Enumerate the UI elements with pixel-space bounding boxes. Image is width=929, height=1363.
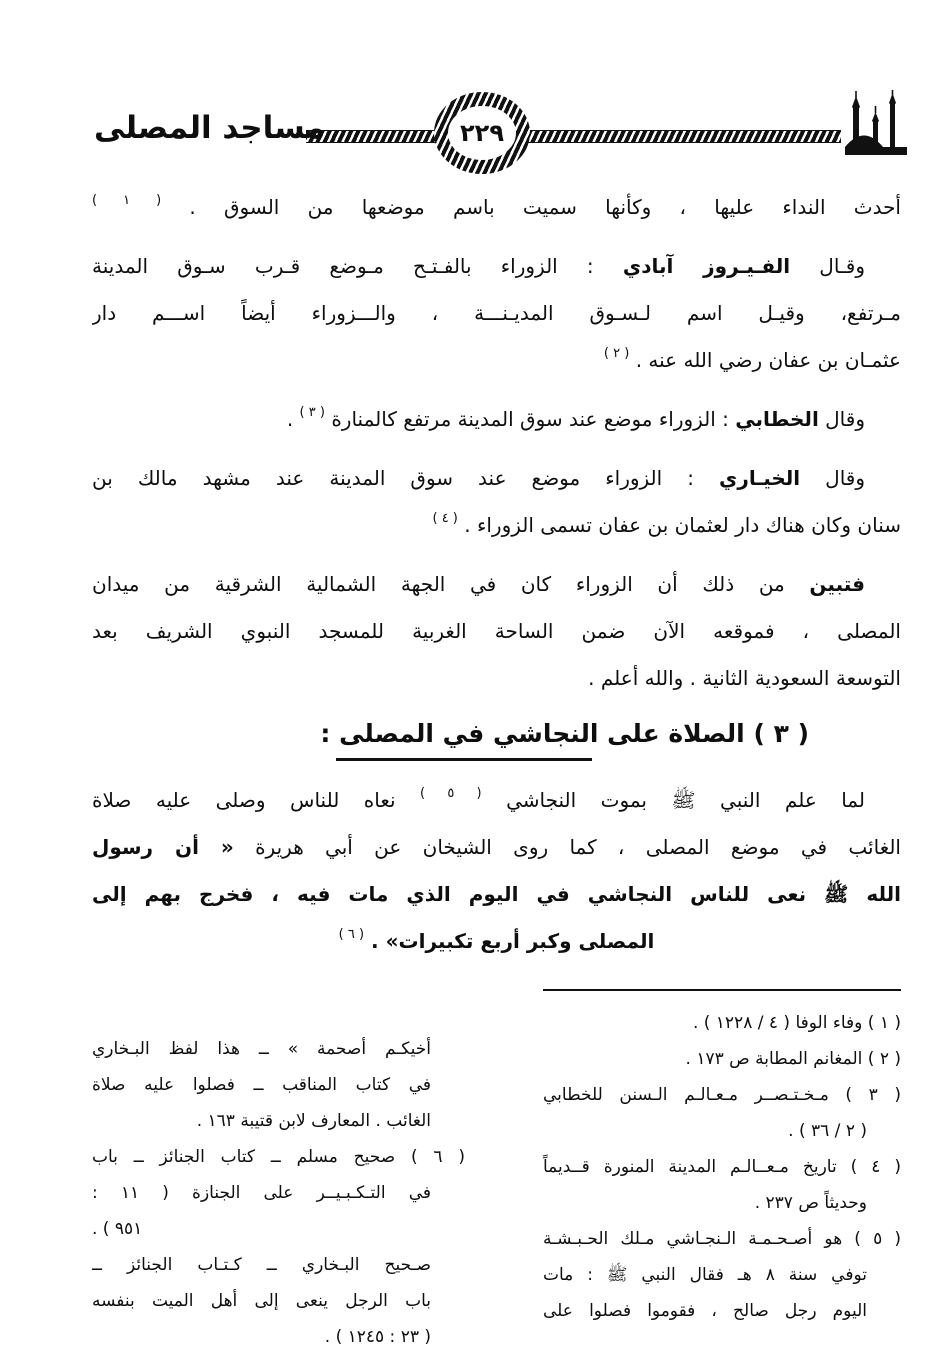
body-text-upper <box>92 184 901 702</box>
text-segment: التوسعة السعودية الثانية . والله أعلم . <box>588 666 901 690</box>
footnote-line: في التـكـبـيــر على الجنازة ( ١١ : <box>92 1183 431 1203</box>
text-line <box>92 871 901 918</box>
footnote-line: ( ٥ ) هو أصـحـمـة الـنجـاشي مـلك الحـبـشـة <box>543 1229 901 1249</box>
text-segment: الله ﷺ نعى للناس النجاشي في اليوم الذي مات فيه ، فخرج بهم إلى <box>92 882 901 906</box>
text-segment: الفـيـروز آبادي <box>622 254 791 278</box>
page-number-badge <box>434 92 530 174</box>
text-segment: : الزوراء بالفـتـح مـوضع قـرب سـوق المدينة <box>92 254 623 278</box>
footnote-line: ٩٥١ ) . <box>92 1219 143 1239</box>
footnote-line: أخيكـم أصحمة » ــ هذا لفظ البـخاري <box>92 1039 431 1059</box>
text-segment: من ذلك أن الزوراء كان في الجهة الشمالية الشرقية من ميدان <box>92 572 810 596</box>
footnote-line: اليوم رجل صالح ، فقوموا فصلوا على <box>543 1301 867 1321</box>
text-line <box>92 918 901 965</box>
text-segment: : الزوراء موضع عند سوق المدينة مرتفع كالمنارة <box>324 407 736 431</box>
text-line <box>92 608 901 655</box>
footnote-line: صـحيح البـخاري ــ كـتـاب الجنائز ــ <box>92 1255 431 1275</box>
footnote-line: الغائب . المعارف لابن قتيبة ١٦٣ . <box>196 1111 431 1131</box>
page-content <box>0 184 929 965</box>
page-number: ٢٢٩ <box>448 106 516 160</box>
text-segment: أحدث النداء عليها ، وكأنها سميت باسم موضعها من السوق . <box>161 195 901 219</box>
heading-underline <box>336 758 592 761</box>
text-segment: « أن رسول <box>92 835 234 859</box>
footnote-marker: ( ١ ) <box>92 193 162 208</box>
footnote-column-right <box>543 989 901 1329</box>
footnotes <box>0 977 929 1355</box>
body-paragraph <box>92 455 901 549</box>
book-title: مساجد المصلى <box>94 110 326 146</box>
text-line <box>92 502 901 549</box>
footnote-line: ( ١ ) وفاء الوفا ( ٤ / ١٢٢٨ ) . <box>692 1013 901 1033</box>
text-line <box>92 777 901 824</box>
footnote-line: ( ٣ ) مـخـتـصــر مـعـالـم الـسنن للخطابي <box>543 1085 901 1105</box>
text-segment: نعاه للناس وصلى عليه صلاة <box>92 788 420 812</box>
text-line <box>92 243 901 290</box>
body-paragraph <box>92 184 901 231</box>
footnote-column-left <box>92 989 465 1355</box>
text-segment: الخطابي <box>735 407 819 431</box>
footnote-line: ( ٢ / ٣٦ ) . <box>788 1121 867 1141</box>
text-segment: فتبين <box>809 572 865 596</box>
page-header <box>0 88 929 184</box>
text-line <box>92 824 901 871</box>
footnote-line: ( ٦ ) صحيح مسلم ــ كتاب الجنائز ــ باب <box>92 1147 465 1167</box>
body-text-lower <box>92 777 901 965</box>
text-segment: عثمـان بن عفان رضي الله عنه . <box>629 348 901 372</box>
text-line <box>92 455 901 502</box>
text-line <box>92 290 901 337</box>
footnote-line: وحديثاً ص ٢٣٧ . <box>754 1193 867 1213</box>
footnote-line: ( ٤ ) تاريخ مـعــالـم المدينة المنورة قــديماً <box>543 1157 901 1177</box>
footnote-line: توفي سنة ٨ هـ فقال النبي ﷺ : مات <box>543 1265 867 1285</box>
text-segment: سنان وكان هناك دار لعثمان بن عفان تسمى الزوراء . <box>457 513 901 537</box>
text-segment: . <box>286 407 300 431</box>
text-segment: المصلى ، فموقعه الآن ضمن الساحة الغربية للمسجد النبوي الشريف بعد <box>92 619 901 643</box>
text-line <box>92 396 901 443</box>
rope-divider <box>306 130 841 143</box>
text-line <box>92 561 901 608</box>
footnote-line: ( ٢٣ : ١٢٤٥ ) . <box>324 1327 431 1347</box>
text-line <box>92 655 901 702</box>
footnote-marker: ( ٣ ) <box>299 405 325 420</box>
footnote-marker: ( ٦ ) <box>338 927 365 942</box>
text-segment: وقال <box>800 466 866 490</box>
body-paragraph <box>92 243 901 384</box>
footnote-marker: ( ٢ ) <box>603 346 630 361</box>
footnote-line: ( ٢ ) المغانم المطابة ص ١٧٣ . <box>685 1049 901 1069</box>
body-paragraph <box>92 396 901 443</box>
footnote-line: في كتاب المناقب ــ فصلوا عليه صلاة <box>92 1075 431 1095</box>
mosque-icon <box>845 90 909 156</box>
footnote-line: باب الرجل ينعى إلى أهل الميت بنفسه <box>92 1291 431 1311</box>
body-paragraph <box>92 561 901 702</box>
text-segment: : الزوراء موضع عند سوق المدينة عند مشهد مالك بن <box>92 466 719 490</box>
text-segment: وقـال <box>790 254 865 278</box>
body-paragraph <box>92 777 901 965</box>
footnote-marker: ( ٥ ) <box>420 786 482 801</box>
text-segment: الغائب في موضع المصلى ، كما روى الشيخان عن أبي هريرة <box>233 835 901 859</box>
text-line <box>92 337 901 384</box>
text-segment: المصلى وكبر أربع تكبيرات» . <box>364 929 655 953</box>
text-segment: مـرتفع، وقيـل اسم لـسـوق المديـنـــة ، والـــزوراء أيضاً اســـم دار <box>92 301 901 325</box>
text-segment: لما علم النبي ﷺ بموت النجاشي <box>481 788 865 812</box>
text-segment: وقال <box>818 407 865 431</box>
text-line <box>92 184 901 231</box>
text-segment: الخيـاري <box>719 466 801 490</box>
footnote-marker: ( ٤ ) <box>432 511 458 526</box>
section-heading: ( ٣ ) الصلاة على النجاشي في المصلى : <box>320 719 809 748</box>
